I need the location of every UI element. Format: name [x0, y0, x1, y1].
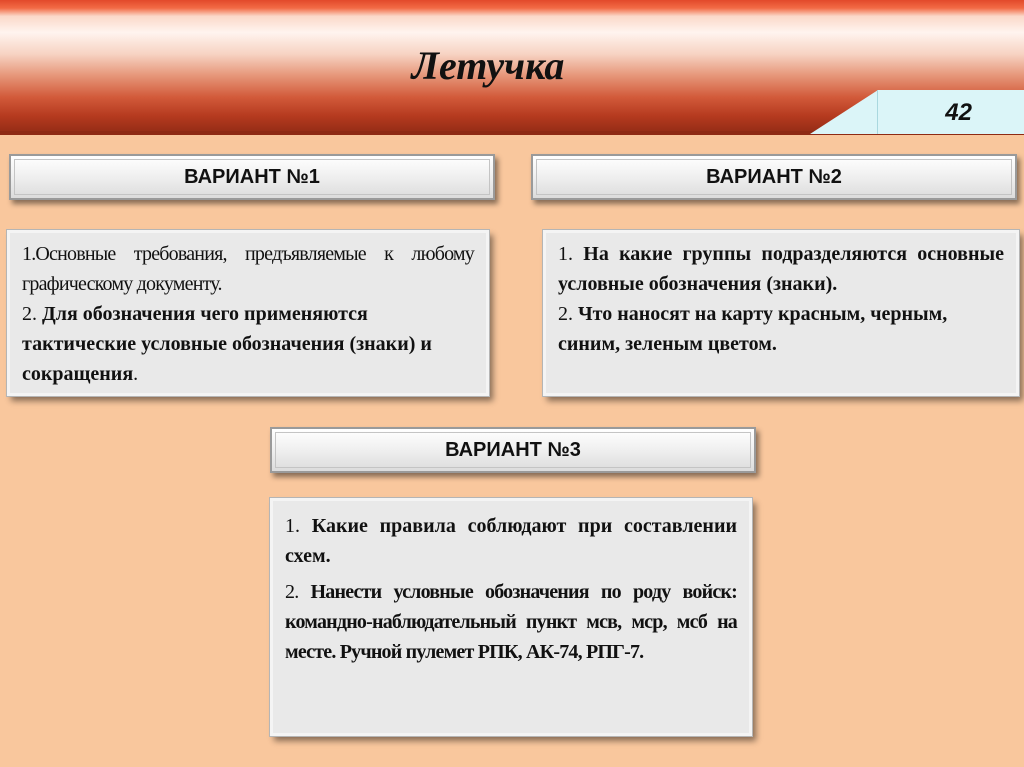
variant-2-header-label: ВАРИАНТ №2	[706, 166, 842, 188]
variant-1-q1-number: 1.	[22, 243, 36, 265]
page-number: 42	[945, 99, 972, 126]
variant-3-q2-text: Нанести условные обозначения по роду войск: командно-наблюдательный пункт мсв, мср, мсб на месте. Ручной пулемет РПК, АК-74, РПГ-7.	[285, 581, 737, 663]
variant-3-questions	[270, 498, 752, 736]
variant-2-q2-number: 2.	[558, 303, 573, 325]
variant-1-header	[9, 154, 495, 200]
variant-1-q1-text: Основные требования, предъявляемые к любому графическому документу.	[22, 243, 474, 295]
variant-2-q1-text: На какие группы подразделяются основные условные обозначения (знаки).	[558, 243, 1004, 295]
variant-1-q2-number: 2.	[22, 303, 37, 325]
variant-3-q1-text: Какие правила соблюдают при составлении схем.	[285, 515, 737, 567]
variant-1-header-label: ВАРИАНТ №1	[184, 166, 320, 188]
variant-2-q1-number: 1.	[558, 243, 573, 265]
variant-1-questions	[7, 230, 489, 396]
variant-1-q2-end: .	[133, 363, 139, 385]
variant-2-header	[531, 154, 1017, 200]
variant-2-q2-text: Что наносят на карту красным, черным, синим, зеленым цветом.	[558, 303, 948, 355]
variant-2-questions	[543, 230, 1019, 396]
variant-3-header-label: ВАРИАНТ №3	[445, 439, 581, 461]
variant-3-header	[270, 427, 756, 473]
variant-3-q2-number: 2.	[285, 581, 299, 603]
variant-3-q1-number: 1.	[285, 515, 300, 537]
page-number-divider	[877, 90, 878, 134]
slide-title: Летучка	[411, 43, 565, 88]
variant-1-q2-text: Для обозначения чего применяются тактические условные обозначения (знаки) и сокращения	[22, 303, 432, 385]
